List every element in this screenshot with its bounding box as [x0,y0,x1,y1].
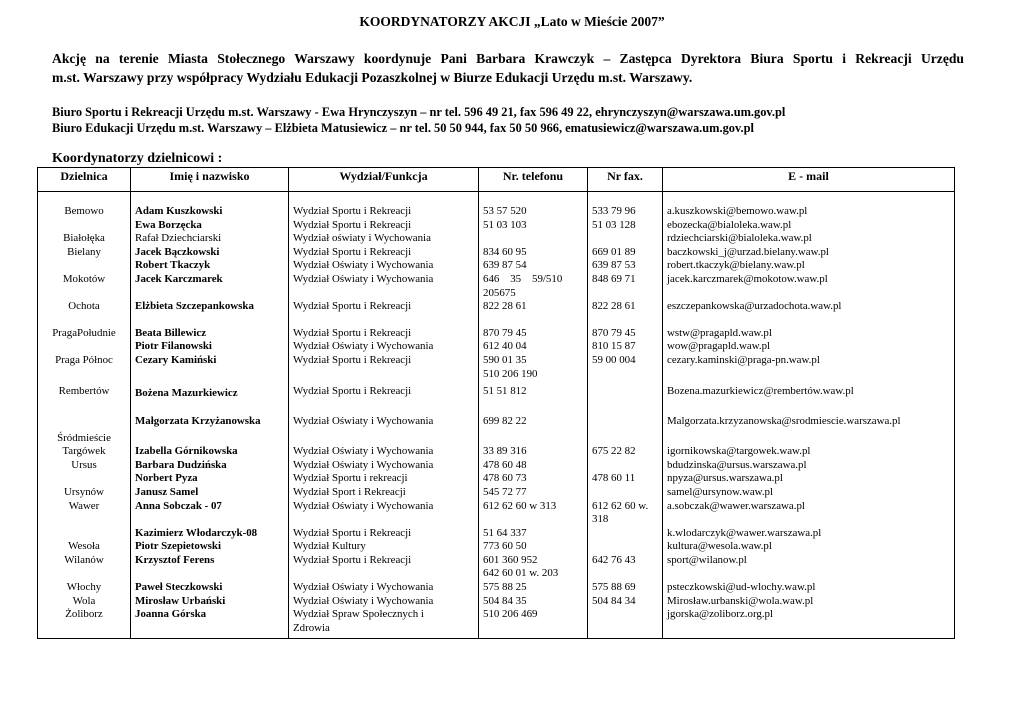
table-row [38,472,955,486]
cell-district: Bielany [38,246,131,260]
table-row [38,246,955,260]
intro-paragraph [52,50,964,87]
cell-fax: 51 03 128 [588,219,663,233]
cell-district [38,219,131,233]
cell-phone: 545 72 77 [479,486,588,500]
table-spacer-row [38,192,955,206]
cell-department: Wydział Sportu i Rekreacji [289,219,479,233]
cell-department: Wydział Oświaty i Wychowania [289,581,479,595]
cell-name: Robert Tkaczyk [131,259,289,273]
cell-district [38,340,131,354]
table-header-row [38,168,955,192]
cell-email: Mirosław.urbanski@wola.waw.pl [663,595,955,609]
cell-email: rdziechciarski@bialoleka.waw.pl [663,232,955,246]
cell-phone: 33 89 316 [479,445,588,459]
table-row [38,354,955,381]
contact-line-education: Biuro Edukacji Urzędu m.st. Warszawy – Elżbieta Matusiewicz – nr tel. 50 50 944, fax 50 50 966, ematusiewicz@warszawa.um.gov.pl [52,121,754,135]
cell-email: sport@wilanow.pl [663,554,955,581]
phone-line-2: 642 60 01 w. 203 [483,567,559,580]
cell-name: Rafał Dziechciarski [131,232,289,246]
table-row [38,581,955,595]
header-name: Imię i nazwisko [131,168,289,192]
cell-district: Ursynów [38,486,131,500]
cell-email: psteczkowski@ud-wlochy.waw.pl [663,581,955,595]
cell-fax: 848 69 71 [588,273,663,300]
cell-name: Krzysztof Ferens [131,554,289,581]
table-row [38,595,955,609]
cell-name: Mirosław Urbański [131,595,289,609]
table-row [38,554,955,581]
cell-name: Paweł Steczkowski [131,581,289,595]
table-row [38,205,955,219]
cell-name: Adam Kuszkowski [131,205,289,219]
table-row [38,259,955,273]
phone-line: 601 360 952 [483,553,538,566]
cell-department: Wydział Oświaty i Wychowania [289,340,479,354]
cell-department: Wydział oświaty i Wychowania [289,232,479,246]
cell-name: Izabella Górnikowska [131,445,289,459]
cell-district: Ursus [38,459,131,473]
cell-email: npyza@ursus.warszawa.pl [663,472,955,486]
cell-phone: 773 60 50 [479,540,588,554]
cell-name: Janusz Samel [131,486,289,500]
table-row [38,385,955,415]
cell-name: Joanna Górska [131,608,289,639]
cell-district: Ochota [38,300,131,314]
header-district: Dzielnica [38,168,131,192]
table-row [38,273,955,300]
intro-line-2: m.st. Warszawy przy współpracy Wydziału Edukacji Pozaszkolnej w Biurze Edukacji Urzędu m.st. Warszawy. [52,69,693,85]
cell-district: Bemowo [38,205,131,219]
table-spacer-row [38,314,955,327]
cell-name: Anna Sobczak - 07 [131,500,289,527]
cell-email: ebozecka@bialoleka.waw.pl [663,219,955,233]
cell-fax [588,608,663,639]
cell-department: Wydział Oświaty i Wychowania [289,415,479,445]
cell-email: Malgorzata.krzyzanowska@srodmiescie.warszawa.pl [663,415,955,445]
cell-phone: 639 87 54 [479,259,588,273]
cell-department: Wydział Oświaty i Wychowania [289,595,479,609]
cell-department: Wydział Sportu i Rekreacji [289,205,479,219]
cell-name: Małgorzata Krzyżanowska [131,415,289,445]
coordinators-table [37,167,955,639]
cell-phone: 612 62 60 w 313 [479,500,588,527]
table-row [38,415,955,445]
cell-phone: 612 40 04 [479,340,588,354]
cell-name: Ewa Borzęcka [131,219,289,233]
cell-district: Praga Północ [38,354,131,381]
table-row [38,445,955,459]
cell-email: cezary.kaminski@praga-pn.waw.pl [663,354,955,381]
table-row [38,486,955,500]
cell-department: Wydział Oświaty i Wychowania [289,273,479,300]
cell-fax [588,527,663,541]
cell-district: Żoliborz [38,608,131,639]
table-row [38,300,955,314]
phone-line-2: 205675 [483,286,516,299]
department-line: Wydział Spraw Społecznych i [293,608,424,621]
cell-phone: 478 60 73 [479,472,588,486]
cell-phone: 51 64 337 [479,527,588,541]
document-title: KOORDYNATORZY AKCJI „Lato w Mieście 2007” [359,14,665,29]
header-fax: Nr fax. [588,168,663,192]
cell-district: Włochy [38,581,131,595]
cell-name: Jacek Karczmarek [131,273,289,300]
cell-phone: 834 60 95 [479,246,588,260]
cell-department: Wydział Sportu i Rekreacji [289,554,479,581]
table-row [38,219,955,233]
cell-email: kultura@wesola.waw.pl [663,540,955,554]
cell-email: robert.tkaczyk@bielany.waw.pl [663,259,955,273]
fax-line: 612 62 60 w. [592,499,649,512]
cell-email: wow@pragapld.waw.pl [663,340,955,354]
cell-email: a.sobczak@wawer.warszawa.pl [663,500,955,527]
cell-department: Wydział Sportu i Rekreacji [289,527,479,541]
cell-name: Kazimierz Włodarczyk-08 [131,527,289,541]
cell-fax: 669 01 89 [588,246,663,260]
cell-department: Wydział Sportu i Rekreacji [289,354,479,381]
department-line-2: Zdrowia [293,621,330,634]
section-heading: Koordynatorzy dzielnicowi : [52,151,223,166]
cell-district: Wola [38,595,131,609]
cell-name: Beata Billewicz [131,327,289,341]
cell-name: Bożena Mazurkiewicz [131,385,289,415]
cell-email: jacek.karczmarek@mokotow.waw.pl [663,273,955,300]
cell-phone: 575 88 25 [479,581,588,595]
cell-fax [588,486,663,500]
phone-line: 590 01 35 [483,353,527,366]
cell-email: bdudzinska@ursus.warszawa.pl [663,459,955,473]
cell-email: jgorska@zoliborz.org.pl [663,608,955,639]
cell-department: Wydział Sportu i Rekreacji [289,327,479,341]
cell-email: Bozena.mazurkiewicz@rembertów.waw.pl [663,385,955,415]
cell-email: igornikowska@targowek.waw.pl [663,445,955,459]
cell-fax: 675 22 82 [588,445,663,459]
cell-district: Białołęka [38,232,131,246]
cell-phone: 699 82 22 [479,415,588,445]
cell-email: eszczepankowska@urzadochota.waw.pl [663,300,955,314]
cell-department: Wydział Sportu i Rekreacji [289,385,479,415]
cell-fax [588,500,663,527]
contact-line-sport: Biuro Sportu i Rekreacji Urzędu m.st. Warszawy - Ewa Hrynczyszyn – nr tel. 596 49 21, fax 596 49 22, ehrynczyszyn@warszawa.um.gov.pl [52,105,786,119]
cell-name: Cezary Kamiński [131,354,289,381]
cell-department: Wydział Oświaty i Wychowania [289,459,479,473]
cell-email: a.kuszkowski@bemowo.waw.pl [663,205,955,219]
cell-department: Wydział Oświaty i Wychowania [289,445,479,459]
cell-district: Śródmieście [38,415,131,445]
cell-fax [588,415,663,445]
cell-department: Wydział Oświaty i Wychowania [289,259,479,273]
cell-fax: 639 87 53 [588,259,663,273]
table-row [38,608,955,639]
cell-district: Targówek [38,445,131,459]
cell-fax: 870 79 45 [588,327,663,341]
cell-district [38,527,131,541]
cell-department: Wydział Sportu i Rekreacji [289,246,479,260]
cell-district [38,472,131,486]
cell-phone: 51 51 812 [479,385,588,415]
table-row [38,459,955,473]
fax-line-2: 318 [592,513,609,526]
table-row [38,232,955,246]
cell-fax: 504 84 34 [588,595,663,609]
cell-name: Jacek Bączkowski [131,246,289,260]
cell-phone [479,554,588,581]
cell-name: Piotr Szepietowski [131,540,289,554]
cell-fax: 478 60 11 [588,472,663,486]
cell-department: Wydział Sportu i rekreacji [289,472,479,486]
cell-email: samel@ursynow.waw.pl [663,486,955,500]
cell-fax [588,385,663,415]
cell-department [289,608,479,639]
cell-district: PragaPołudnie [38,327,131,341]
cell-fax [588,459,663,473]
cell-phone: 870 79 45 [479,327,588,341]
cell-email: wstw@pragapld.waw.pl [663,327,955,341]
cell-fax: 59 00 004 [588,354,663,381]
cell-name: Barbara Dudzińska [131,459,289,473]
table-row [38,340,955,354]
cell-fax [588,232,663,246]
cell-email: baczkowski_j@urzad.bielany.waw.pl [663,246,955,260]
cell-phone: 478 60 48 [479,459,588,473]
cell-phone: 822 28 61 [479,300,588,314]
cell-department: Wydział Kultury [289,540,479,554]
cell-phone [479,232,588,246]
cell-department: Wydział Sportu i Rekreacji [289,300,479,314]
cell-name: Piotr Filanowski [131,340,289,354]
phone-line: 646 35 59/510 [483,272,563,285]
cell-fax: 810 15 87 [588,340,663,354]
cell-department: Wydział Oświaty i Wychowania [289,500,479,527]
cell-name: Norbert Pyza [131,472,289,486]
phone-line-2: 510 206 190 [483,367,538,380]
cell-phone: 504 84 35 [479,595,588,609]
cell-district [38,259,131,273]
table-row [38,527,955,541]
cell-email: k.wlodarczyk@wawer.warszawa.pl [663,527,955,541]
table-row [38,540,955,554]
cell-fax: 575 88 69 [588,581,663,595]
intro-line-1: Akcję na terenie Miasta Stołecznego Warszawy koordynuje Pani Barbara Krawczyk – Zastępca Dyrektora Biura Sportu i Rekreacji Urzędu [52,51,964,66]
cell-district: Wilanów [38,554,131,581]
header-phone: Nr. telefonu [479,168,588,192]
cell-fax: 822 28 61 [588,300,663,314]
cell-phone [479,273,588,300]
contact-lines [52,104,785,136]
cell-district: Wesoła [38,540,131,554]
cell-district: Rembertów [38,385,131,415]
cell-fax: 533 79 96 [588,205,663,219]
cell-phone [479,354,588,381]
cell-phone: 51 03 103 [479,219,588,233]
header-department: Wydział/Funkcja [289,168,479,192]
cell-name: Elżbieta Szczepankowska [131,300,289,314]
cell-district: Wawer [38,500,131,527]
cell-department: Wydział Sport i Rekreacji [289,486,479,500]
cell-phone: 53 57 520 [479,205,588,219]
cell-fax [588,540,663,554]
cell-phone: 510 206 469 [479,608,588,639]
cell-fax: 642 76 43 [588,554,663,581]
cell-district: Mokotów [38,273,131,300]
header-email: E - mail [663,168,955,192]
table-row [38,500,955,527]
table-row [38,327,955,341]
